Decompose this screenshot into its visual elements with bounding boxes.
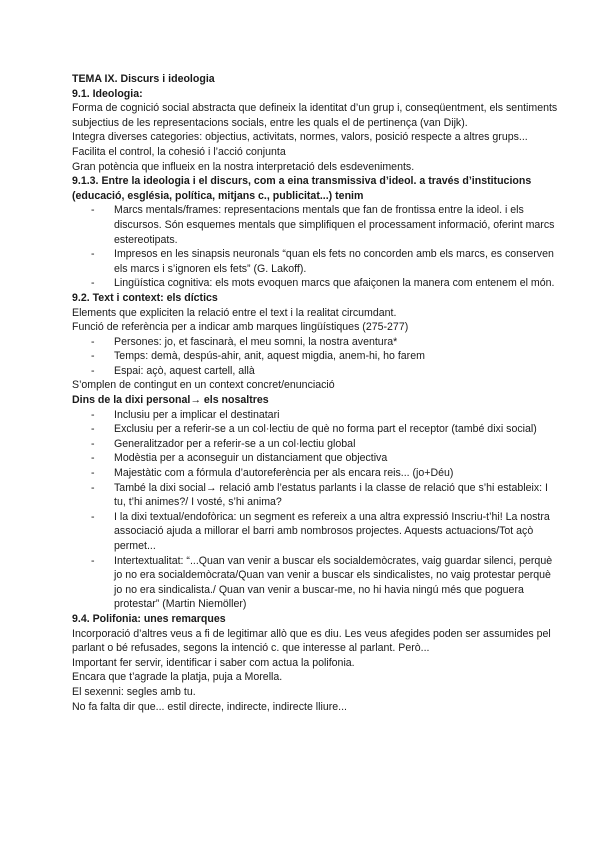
list-item: - Temps: demà, despús-ahir, anit, aquest migdia, anem-hi, ho farem xyxy=(91,349,560,364)
list-item: - Inclusiu per a implicar el destinatari xyxy=(91,408,560,423)
paragraph: Funció de referència per a indicar amb marques lingüístiques (275-277) xyxy=(72,321,409,334)
list-item: - Lingüística cognitiva: els mots evoquen marcs que afaiçonen la manera com entenem el món. xyxy=(91,276,560,291)
list-item: - I la dixi textual/endofòrica: un segment es refereix a una altra expressió Inscriu-t’hi! La nostra associació ajuda a millorar el barri amb nombrosos projectes. Aquests actuacions/Tot açò permet... xyxy=(91,510,560,554)
list-item: - Marcs mentals/frames: representacions mentals que fan de frontissa entre la ideol. i els discursos. Són esquemes mentals que simplifiquen el processament informació, oferint marcs estereotipats. xyxy=(91,203,560,247)
paragraph: Elements que expliciten la relació entre el text i la realitat circumdant. xyxy=(72,306,397,319)
bullet-list-nosaltres xyxy=(72,408,560,612)
paragraph: Forma de cognició social abstracta que defineix la identitat d’un grup i, conseqüentment, els sentiments subjectius de les representacions socials, entre les quals el de pertinença (van Dijk). xyxy=(72,102,558,129)
paragraph: Integra diverses categories: objectius, activitats, normes, valors, posició respecte a altres grups... xyxy=(72,131,528,144)
list-item: - Modèstia per a aconseguir un distanciament que objectiva xyxy=(91,451,560,466)
section-heading-ideologia: 9.1. Ideologia: xyxy=(72,87,143,100)
paragraph: No fa falta dir que... estil directe, indirecte, indirecte lliure... xyxy=(72,700,347,713)
bullet-list-marcs xyxy=(72,203,560,291)
list-item: - Generalitzador per a referir-se a un col·lectiu global xyxy=(91,437,560,452)
paragraph: Facilita el control, la cohesió i l’acció conjunta xyxy=(72,145,286,158)
paragraph: S’omplen de contingut en un context concret/enunciació xyxy=(72,379,335,392)
list-item: - Exclusiu per a referir-se a un col·lectiu de què no forma part el receptor (també dixi social) xyxy=(91,422,560,437)
paragraph: Encara que t’agrade la platja, puja a Morella. xyxy=(72,671,283,684)
list-item: - També la dixi social→ relació amb l’estatus parlants i la classe de relació que s’hi estableix: I tu, t’hi animes?/ I vosté, s’hi anima? xyxy=(91,481,560,510)
paragraph: Gran potència que influeix en la nostra interpretació dels esdeveniments. xyxy=(72,160,415,173)
list-item: - Persones: jo, et fascinarà, el meu somni, la nostra aventura* xyxy=(91,335,560,350)
section-heading-polifonia: 9.4. Polifonia: unes remarques xyxy=(72,612,226,625)
section-heading-dictics: 9.2. Text i context: els díctics xyxy=(72,291,218,304)
list-item: - Intertextualitat: “...Quan van venir a buscar els socialdemòcrates, vaig guardar silenci, perquè jo no era socialdemòcrata/Quan van venir a buscar els sindicalistes, no vaig protestar perquè jo no era sindicalista./ Quan van venir a buscar-me, no hi havia ningú més que poguera protestar” (Martin Niemöller) xyxy=(91,554,560,612)
list-item: - Espai: açò, aquest cartell, allà xyxy=(91,364,560,379)
document-title: TEMA IX. Discurs i ideologia xyxy=(72,73,215,85)
paragraph: Incorporació d’altres veus a fi de legitimar allò que es diu. Les veus afegides poden ser assumides pel parlant o bé refusades, segons la intenció c. que interesse al parlant. Però... xyxy=(72,627,551,655)
section-heading-dixi-personal: Dins de la dixi personal→ els nosaltres xyxy=(72,394,269,407)
paragraph: El sexenni: segles amb tu. xyxy=(72,685,196,698)
bullet-list-dictics xyxy=(72,335,560,379)
paragraph: Important fer servir, identificar i saber com actua la polifonia. xyxy=(72,656,355,669)
list-item: - Impresos en les sinapsis neuronals “quan els fets no concorden amb els marcs, es conserven els marcs i s’ignoren els fets” (G. Lakoff). xyxy=(91,247,560,276)
list-item: - Majestàtic com a fórmula d’autoreferència per als encara reis... (jo+Déu) xyxy=(91,466,560,481)
section-heading-ideologia-discurs: 9.1.3. Entre la ideologia i el discurs, com a eina transmissiva d’ideol. a través d’institucions (educació, església, política, mitjans c., publicitat...) tenim xyxy=(72,175,532,202)
